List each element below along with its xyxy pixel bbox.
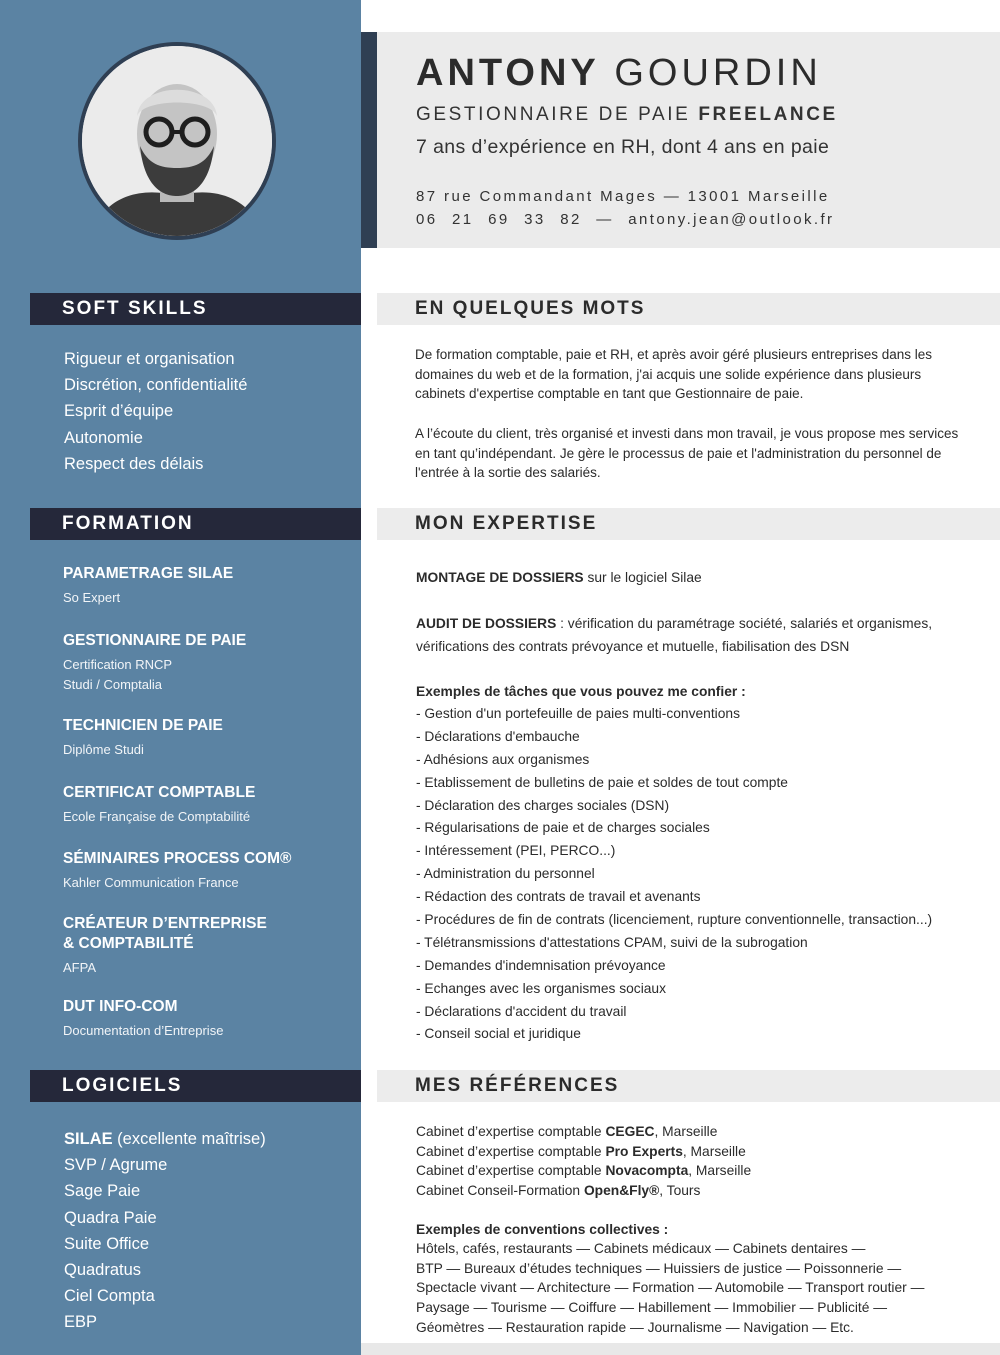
list-item: Cabinet d’expertise comptable Pro Experts, Marseille [416, 1143, 746, 1159]
list-item: - Télétransmissions d'attestations CPAM, suivi de la subrogation [416, 934, 808, 950]
software-heading: LOGICIELS [30, 1070, 361, 1102]
list-item: BTP — Bureaux d’études techniques — Huissiers de justice — Poissonnerie — [416, 1260, 902, 1276]
list-item: - Intéressement (PEI, PERCO...) [416, 843, 616, 859]
list-item: - Etablissement de bulletins de paie et soldes de tout compte [416, 774, 788, 790]
list-item: - Demandes d'indemnisation prévoyance [416, 957, 666, 973]
formation-heading: FORMATION [30, 508, 361, 540]
list-item: Rigueur et organisation [64, 350, 235, 368]
list-item: - Procédures de fin de contrats (licenciement, rupture conventionnelle, transaction...) [416, 912, 933, 928]
contact-line: 06 21 69 33 82 — antony.jean@outlook.fr [416, 211, 835, 228]
formation-item: CERTIFICAT COMPTABLE Ecole Française de Comptabilité [63, 784, 256, 824]
email[interactable]: antony.jean@outlook.fr [628, 211, 835, 228]
list-item: - Régularisations de paie et de charges sociales [416, 820, 710, 836]
expertise-heading: MON EXPERTISE [377, 508, 1000, 540]
list-item: Respect des délais [64, 454, 204, 473]
list-item: Paysage — Tourisme — Coiffure — Habillement — Immobilier — Publicité — [416, 1300, 888, 1316]
about-paragraph-2: A l’écoute du client, très organisé et investi dans mon travail, je vous propose mes services en tant qu’indépendant. Je gère le processus de paie et l'administration du personnel de l'entrée à la sortie des salariés. [415, 426, 959, 481]
list-item: Suite Office [64, 1234, 149, 1253]
header-accent-bar [361, 32, 377, 248]
list-item: Quadratus [64, 1260, 142, 1279]
about-paragraph-1: De formation comptable, paie et RH, et après avoir géré plusieurs entreprises dans les domaines du web et de la formation, j'ai acquis une solide expérience dans plusieurs cabinets d'expertise comptable en tant que Gestionnaire de paie. [415, 347, 933, 402]
conventions-list [416, 1239, 924, 1337]
list-item: Cabinet Conseil-Formation Open&Fly®, Tours [416, 1182, 701, 1198]
about-heading: EN QUELQUES MOTS [377, 293, 1000, 325]
list-item: Sage Paie [64, 1182, 141, 1201]
tasks-title: Exemples de tâches que vous pouvez me confier : [416, 684, 746, 699]
conventions-title: Exemples de conventions collectives : [416, 1222, 669, 1237]
references-list [416, 1122, 751, 1200]
list-item: SVP / Agrume [64, 1156, 168, 1175]
formation-item: DUT INFO-COM Documentation d’Entreprise [63, 998, 224, 1038]
formation-item: GESTIONNAIRE DE PAIE Certification RNCP Studi / Comptalia [63, 632, 247, 692]
list-item: Ciel Compta [64, 1287, 155, 1306]
list-item: - Conseil social et juridique [416, 1026, 581, 1042]
experience-summary: 7 ans d’expérience en RH, dont 4 ans en paie [416, 136, 830, 158]
list-item: Cabinet d’expertise comptable Novacompta, Marseille [416, 1163, 752, 1179]
list-item: Autonomie [64, 428, 143, 447]
expertise-montage: MONTAGE DE DOSSIERS sur le logiciel Silae [416, 570, 702, 585]
job-title: GESTIONNAIRE DE PAIE FREELANCE [416, 104, 838, 125]
list-item: Spectacle vivant — Architecture — Formation — Automobile — Transport routier — [416, 1280, 925, 1296]
address: 87 rue Commandant Mages — 13001 Marseille [416, 188, 830, 205]
person-name: ANTONY GOURDIN [416, 52, 822, 94]
list-item: Esprit d’équipe [64, 402, 174, 421]
formation-item: TECHNICIEN DE PAIE Diplôme Studi [63, 717, 223, 757]
phone[interactable]: 06 21 69 33 82 [416, 211, 582, 228]
list-item: Hôtels, cafés, restaurants — Cabinets médicaux — Cabinets dentaires — [416, 1241, 866, 1256]
soft-skills-heading: SOFT SKILLS [30, 293, 361, 325]
formation-item: SÉMINAIRES PROCESS COM® Kahler Communication France [63, 850, 292, 890]
tasks-list [416, 703, 932, 1046]
list-item: - Déclaration des charges sociales (DSN) [416, 797, 670, 813]
software-list [64, 1130, 266, 1340]
soft-skills-list [64, 350, 247, 481]
list-item: - Gestion d'un portefeuille de paies multi-conventions [416, 706, 740, 721]
formation-item: PARAMETRAGE SILAE So Expert [63, 565, 234, 605]
list-item: Discrétion, confidentialité [64, 376, 248, 395]
profile-photo [82, 46, 272, 236]
list-item: Cabinet d’expertise comptable CEGEC, Marseille [416, 1124, 718, 1139]
list-item: - Adhésions aux organismes [416, 751, 590, 767]
list-item: - Déclarations d'embauche [416, 728, 580, 744]
list-item: - Administration du personnel [416, 866, 595, 882]
list-item: Géomètres — Restauration rapide — Journalisme — Navigation — Etc. [416, 1319, 854, 1335]
list-item: - Echanges avec les organismes sociaux [416, 980, 667, 996]
list-item: EBP [64, 1313, 98, 1332]
list-item: SILAE (excellente maîtrise) [64, 1130, 266, 1148]
list-item: - Déclarations d'accident du travail [416, 1003, 627, 1019]
list-item: Quadra Paie [64, 1208, 157, 1227]
avatar [78, 42, 276, 240]
bottom-divider [361, 1343, 1000, 1355]
list-item: - Rédaction des contrats de travail et avenants [416, 889, 701, 905]
expertise-audit: AUDIT DE DOSSIERS : vérification du paramétrage société, salariés et organismes, vérifications des contrats prévoyance et mutuelle, fiabilisation des DSN [416, 616, 933, 654]
formation-item: CRÉATEUR D’ENTREPRISE & COMPTABILITÉ AFPA [63, 915, 267, 975]
references-heading: MES RÉFÉRENCES [377, 1070, 1000, 1102]
